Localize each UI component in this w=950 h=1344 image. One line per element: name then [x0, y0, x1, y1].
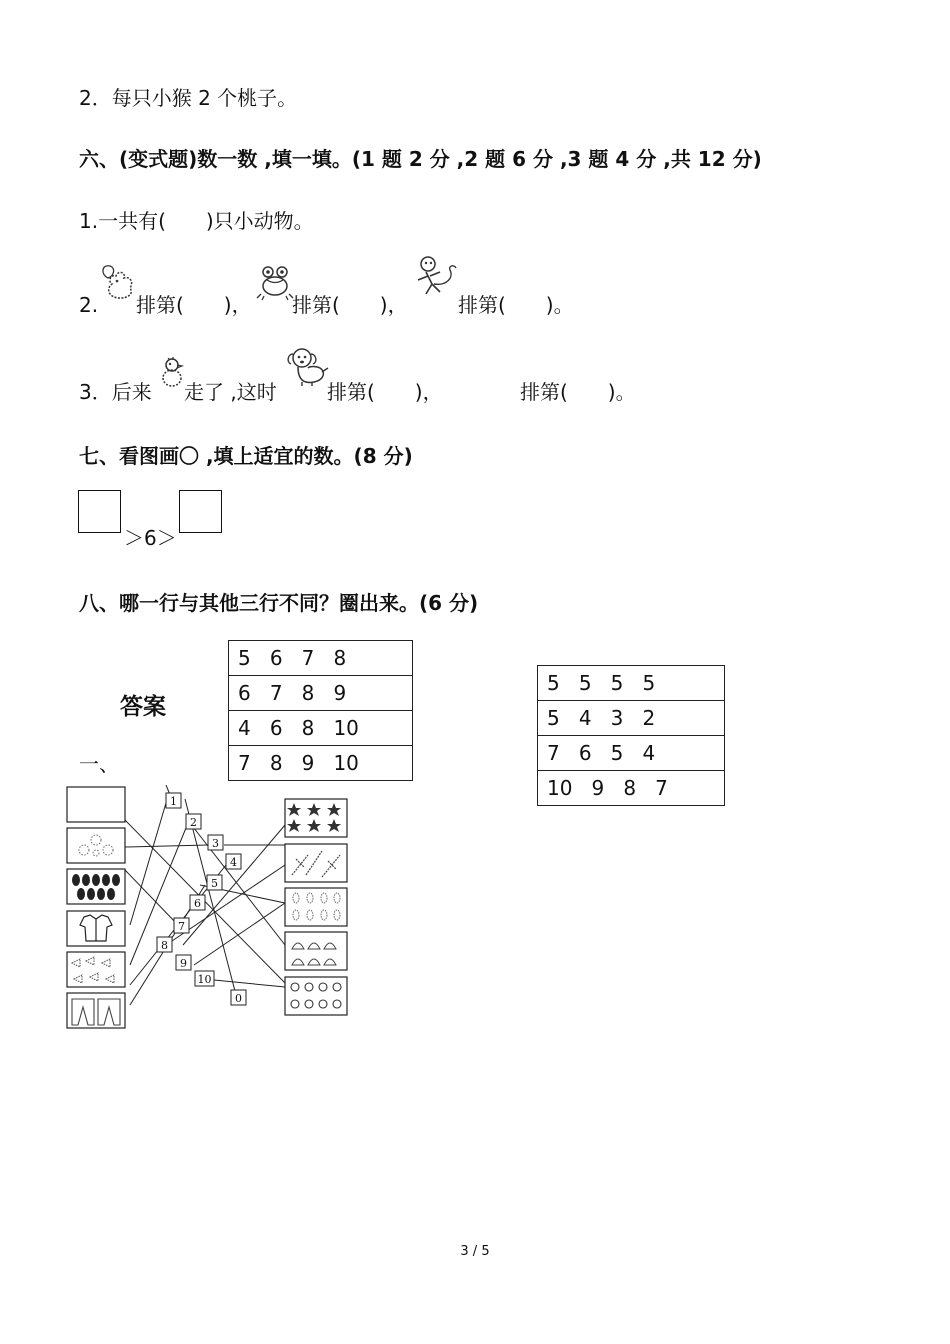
label-10: 10: [197, 973, 212, 986]
label-5: 5: [211, 877, 218, 890]
page-number: 3 / 5: [460, 1244, 490, 1259]
label-7: 7: [178, 920, 185, 933]
table-cell: 6 7 8 9: [229, 676, 413, 711]
q5-line-2: 2．每只小猴 2 个桃子。: [79, 86, 298, 110]
label-6: 6: [194, 897, 201, 910]
section-7-heading: 七、看图画〇 ,填上适宜的数。(8 分): [79, 444, 413, 468]
table-row[interactable]: [538, 701, 725, 736]
section-6-q2-prefix: 2.: [79, 293, 99, 317]
picture-box-empty: [67, 787, 125, 822]
section-6-heading: 六、(变式题)数一数 ,填一填。(1 题 2 分 ,2 题 6 分 ,3 题 4 分 ,共 12 分): [79, 147, 762, 171]
section-6-q3-mid: 走了 ,这时: [184, 380, 277, 404]
answer-title: 答案: [120, 694, 166, 720]
picture-box-fish: [285, 844, 347, 882]
answer-box-right[interactable]: [179, 490, 222, 533]
table-row[interactable]: [538, 771, 725, 806]
section-6-q3-b: 排第( )。: [520, 380, 636, 404]
picture-box-dots: [67, 828, 125, 863]
label-4: 4: [230, 856, 237, 869]
label-2: 2: [190, 816, 197, 829]
section-6-q2-a: 排第( )，: [136, 293, 252, 317]
left-picture-boxes: [67, 787, 125, 1028]
section-6-q2-b: 排第( )，: [292, 293, 408, 317]
puppy-icon: [284, 346, 330, 388]
label-1: 1: [170, 795, 177, 808]
label-9: 9: [180, 957, 187, 970]
answer-box-left[interactable]: [78, 490, 121, 533]
section-8-heading: 八、哪一行与其他三行不同？圈出来。(6 分): [79, 591, 479, 615]
section-6-q1: 1.一共有( )只小动物。: [79, 209, 314, 233]
matching-diagram: [60, 785, 360, 1035]
table-cell: 7 8 9 10: [229, 746, 413, 781]
table-row[interactable]: [229, 711, 413, 746]
match-line: [125, 845, 208, 847]
section-6-q2-c: 排第( )。: [458, 293, 574, 317]
table-row[interactable]: [538, 666, 725, 701]
compare-sign: ＞6＞: [124, 526, 177, 550]
table-row[interactable]: [229, 676, 413, 711]
number-table-left: [228, 640, 413, 781]
picture-box-pants: [67, 993, 125, 1028]
table-cell: 5 6 7 8: [229, 641, 413, 676]
squirrel-icon: [98, 262, 138, 302]
table-row[interactable]: [229, 641, 413, 676]
match-line: [194, 903, 285, 965]
chick-icon: [158, 356, 186, 388]
table-cell: 4 6 8 10: [229, 711, 413, 746]
table-cell: 7 6 5 4: [538, 736, 725, 771]
monkey-icon: [412, 254, 460, 302]
label-8: 8: [161, 939, 168, 952]
number-labels: [157, 793, 246, 1005]
section-6-q3-a: 排第( )，: [327, 380, 443, 404]
table-cell: 5 4 3 2: [538, 701, 725, 736]
table-row[interactable]: [538, 736, 725, 771]
picture-box-fish: [67, 952, 125, 987]
answer-part-1: 一、: [79, 752, 119, 776]
match-line: [183, 825, 285, 945]
number-table-right: [537, 665, 725, 806]
match-line: [214, 980, 285, 987]
frog-icon: [255, 262, 295, 302]
label-3: 3: [212, 837, 219, 850]
table-row[interactable]: [229, 746, 413, 781]
label-0: 0: [235, 992, 242, 1005]
table-cell: 5 5 5 5: [538, 666, 725, 701]
picture-box-bells: [285, 932, 347, 970]
table-cell: 10 9 8 7: [538, 771, 725, 806]
section-6-q3-prefix: 3．后来: [79, 380, 152, 404]
